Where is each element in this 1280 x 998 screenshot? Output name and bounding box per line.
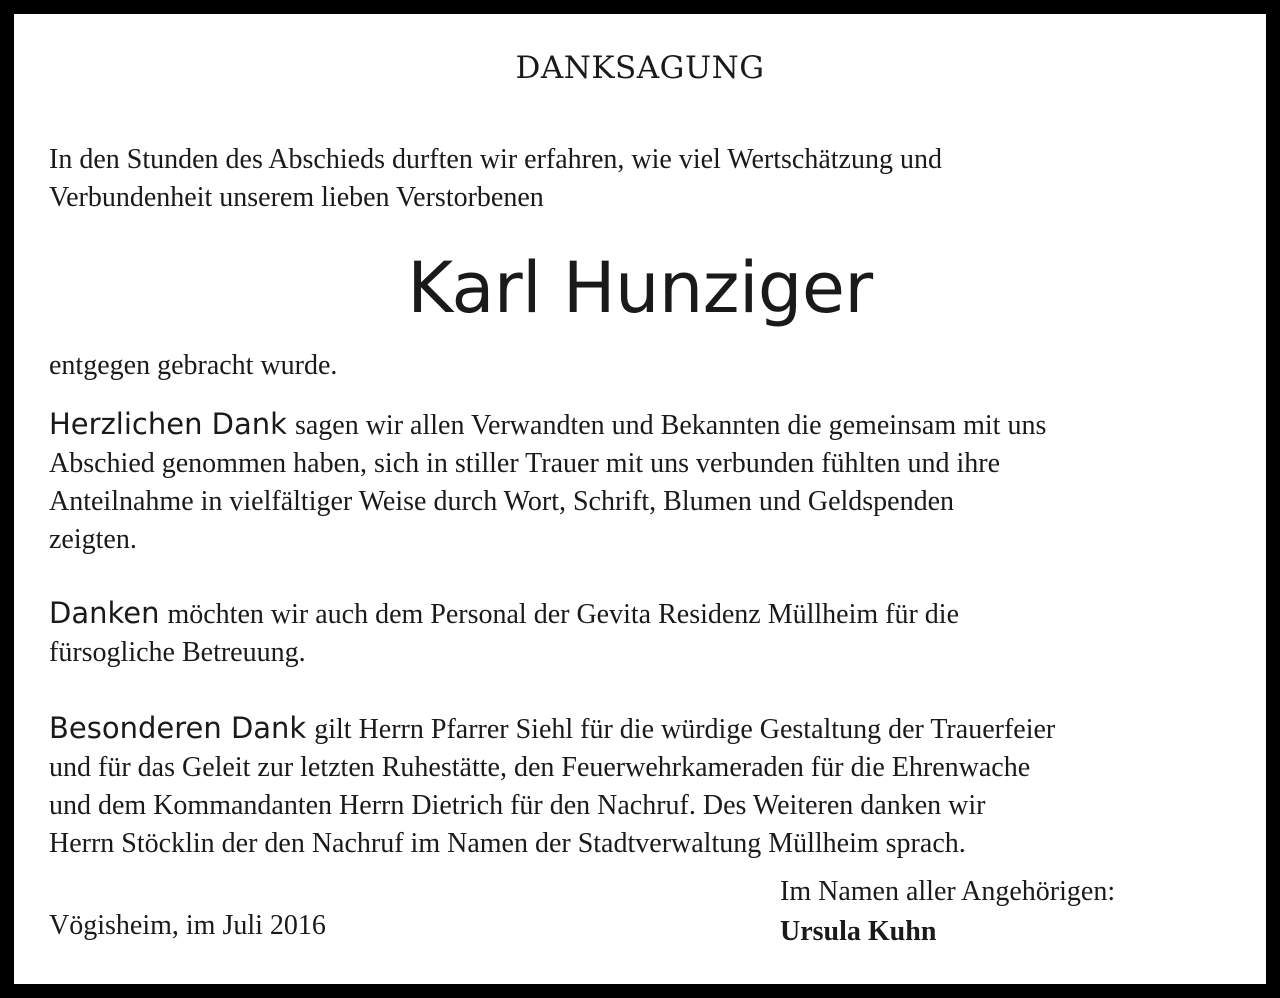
paragraph-text: gilt Herrn Pfarrer Siehl für die würdige Gestaltung der Trauerfeier (314, 714, 1056, 745)
paragraph-lead: Besonderen Dank (49, 711, 307, 745)
signature-intro: Im Namen aller Angehörigen: (780, 876, 1116, 907)
intro-paragraph (49, 141, 1249, 217)
paragraph-text: sagen wir allen Verwandten und Bekannten die gemeinsam mit uns (294, 410, 1047, 441)
thanks-paragraph-3 (49, 709, 1249, 863)
thanks-paragraph-2 (49, 594, 1249, 672)
intro-line-2: Verbundenheit unserem lieben Verstorbenen (49, 182, 544, 213)
thanks-paragraph-1 (49, 405, 1249, 559)
paragraph-lead: Danken (49, 596, 160, 630)
deceased-name: Karl Hunziger (407, 247, 873, 329)
paragraph-text: zeigten. (49, 524, 137, 555)
paragraph-text: fürsogliche Betreuung. (49, 637, 306, 668)
place-date: Vögisheim, im Juli 2016 (49, 910, 326, 941)
paragraph-text: und für das Geleit zur letzten Ruhestätte, den Feuerwehrkameraden für die Ehrenwache (49, 752, 1031, 783)
intro-line-1: In den Stunden des Abschieds durften wir erfahren, wie viel Wertschätzung und (49, 144, 942, 175)
paragraph-lead: Herzlichen Dank (49, 407, 287, 441)
paragraph-text: Abschied genommen haben, sich in stiller Trauer mit uns verbunden fühlten und ihre (49, 448, 1001, 479)
paragraph-text: möchten wir auch dem Personal der Gevita Residenz Müllheim für die (167, 599, 960, 630)
notice-title: DANKSAGUNG (515, 50, 765, 86)
paragraph-text: und dem Kommandanten Herrn Dietrich für den Nachruf. Des Weiteren danken wir (49, 790, 986, 821)
intro-ending: entgegen gebracht wurde. (49, 350, 338, 381)
paragraph-text: Herrn Stöcklin der den Nachruf im Namen der Stadtverwaltung Müllheim sprach. (49, 828, 966, 859)
signature-block (780, 872, 1115, 952)
paragraph-text: Anteilnahme in vielfältiger Weise durch Wort, Schrift, Blumen und Geldspenden (49, 486, 955, 517)
signer-name: Ursula Kuhn (780, 916, 937, 947)
